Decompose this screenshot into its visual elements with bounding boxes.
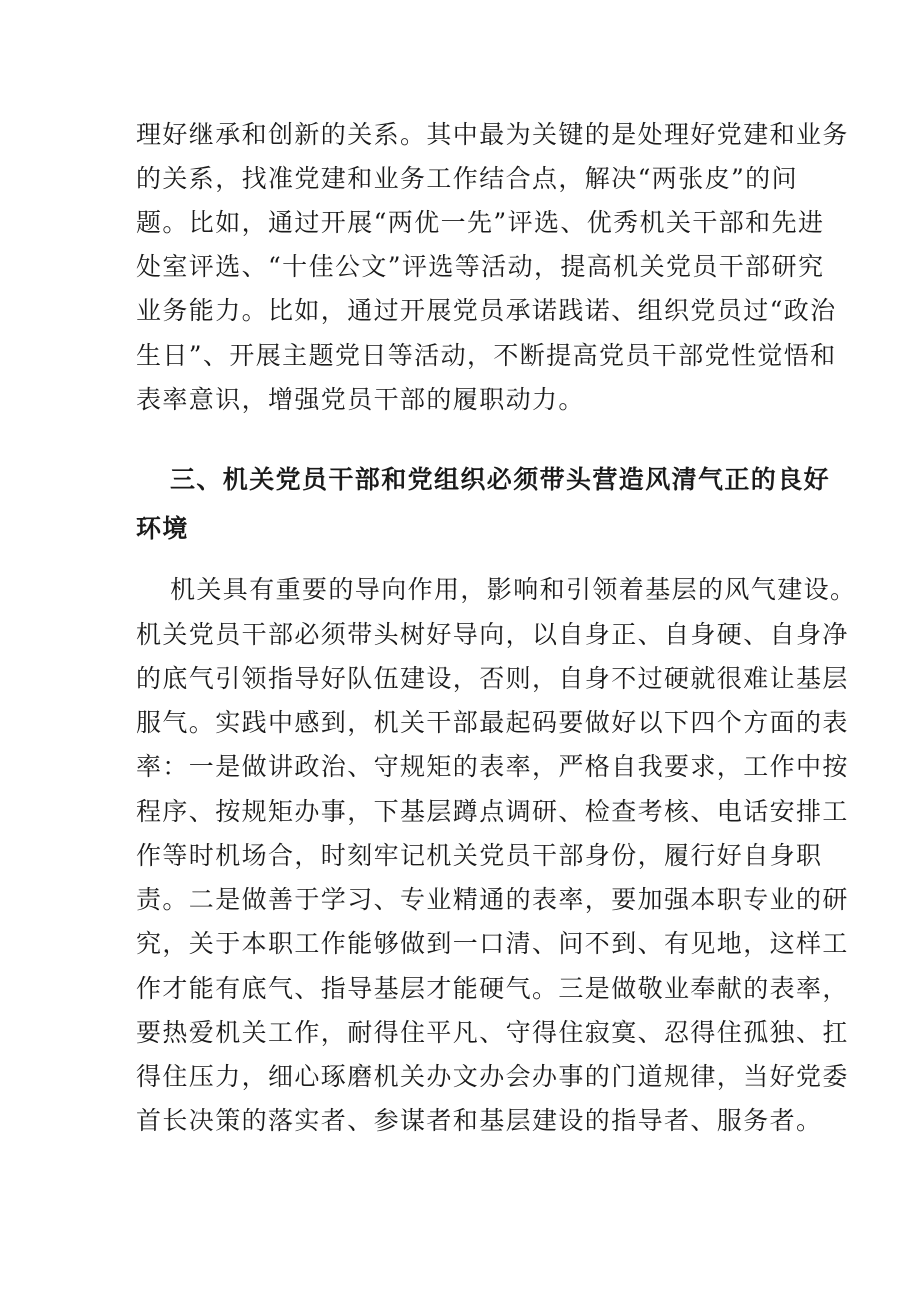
paragraph-line: 理好继承和创新的关系。其中最为关键的是处理好党建和业务 (136, 120, 849, 149)
section-heading: 三、机关党员干部和党组织必须带头营造风清气正的良好 (170, 465, 831, 494)
paragraph-line: 责。二是做善于学习、专业精通的表率，要加强本职专业的研 (136, 885, 849, 914)
paragraph-line: 率：一是做讲政治、守规矩的表率，严格自我要求，工作中按 (136, 752, 849, 781)
paragraph-line: 要热爱机关工作，耐得住平凡、守得住寂寞、忍得住孤独、扛 (136, 1018, 849, 1047)
paragraph-line: 的底气引领指导好队伍建设，否则，自身不过硬就很难让基层 (136, 664, 849, 693)
paragraph-line: 作等时机场合，时刻牢记机关党员干部身份，履行好自身职 (136, 841, 823, 870)
paragraph-line: 机关党员干部必须带头树好导向，以自身正、自身硬、自身净 (136, 620, 849, 649)
paragraph-line: 生日”、开展主题党日等活动，不断提高党员干部党性觉悟和 (136, 341, 837, 370)
paragraph-line: 处室评选、“十佳公文”评选等活动，提高机关党员干部研究 (136, 252, 825, 281)
paragraph-line: 业务能力。比如，通过开展党员承诺践诺、组织党员过“政治 (136, 296, 837, 325)
paragraph-line: 机关具有重要的导向作用，影响和引领着基层的风气建设。 (170, 575, 857, 604)
paragraph-line: 表率意识，增强党员干部的履职动力。 (136, 385, 585, 414)
paragraph-line: 得住压力，细心琢磨机关办文办会办事的门道规律，当好党委 (136, 1062, 849, 1091)
paragraph-line: 的关系，找准党建和业务工作结合点，解决“两张皮”的问 (136, 164, 798, 193)
paragraph-line: 首长决策的落实者、参谋者和基层建设的指导者、服务者。 (136, 1106, 823, 1135)
paragraph-line: 程序、按规矩办事，下基层蹲点调研、检查考核、电话安排工 (136, 797, 849, 826)
paragraph-line: 服气。实践中感到，机关干部最起码要做好以下四个方面的表 (136, 708, 849, 737)
paragraph-line: 题。比如，通过开展“两优一先”评选、优秀机关干部和先进 (136, 208, 825, 237)
paragraph-line: 究，关于本职工作能够做到一口清、问不到、有见地，这样工 (136, 929, 849, 958)
section-heading-continued: 环境 (136, 514, 189, 543)
paragraph-line: 作才能有底气、指导基层才能硬气。三是做敬业奉献的表率， (136, 974, 849, 1003)
